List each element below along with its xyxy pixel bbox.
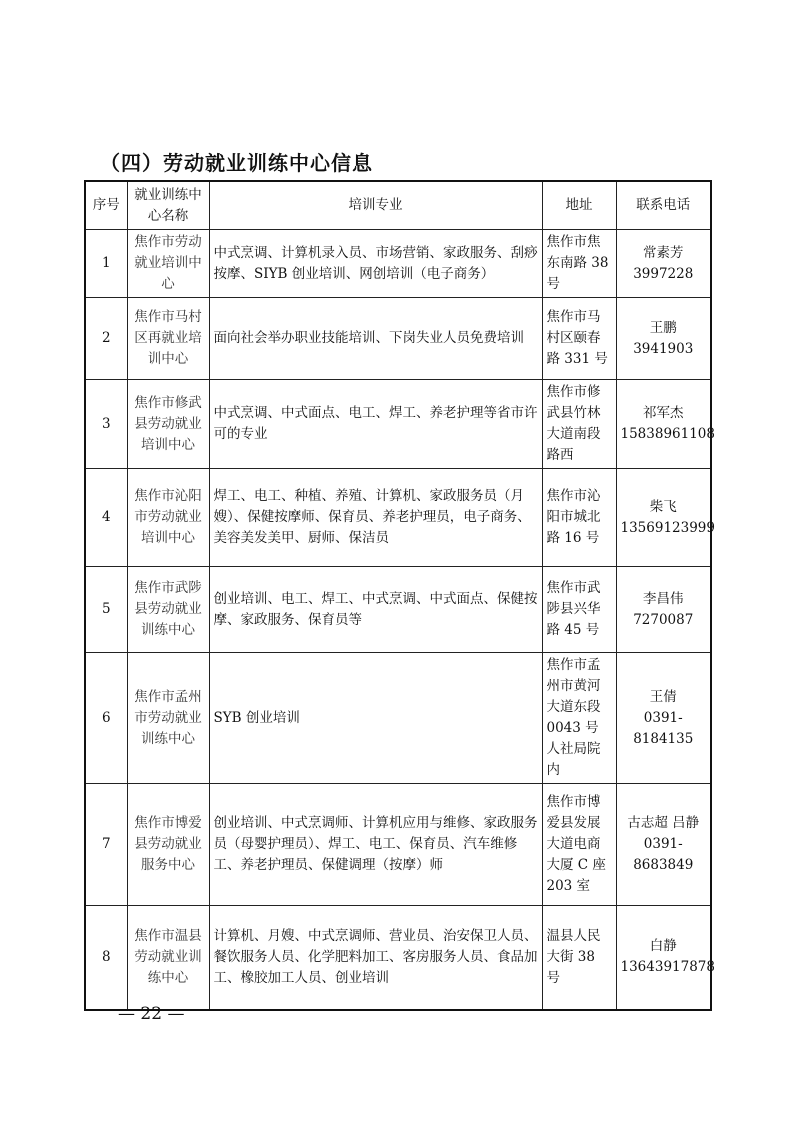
table-row	[85, 298, 711, 380]
center-name: 焦作市沁阳市劳动就业培训中心	[127, 469, 209, 567]
address: 焦作市博爱县发展大道电商大厦 C 座 203 室	[542, 784, 616, 906]
address: 温县人民大街 38 号	[542, 906, 616, 1010]
contact-cell	[616, 906, 715, 1010]
contact-cell	[616, 653, 711, 784]
phone-number: 3997228	[633, 265, 694, 282]
address: 焦作市沁阳市城北路 16 号	[542, 469, 616, 567]
table-row	[85, 567, 711, 653]
contact-cell	[616, 567, 711, 653]
training-center-table	[84, 180, 715, 1011]
phone-number: 13643917878	[620, 959, 715, 976]
training-major: 创业培训、中式烹调师、计算机应用与维修、家政服务员（母婴护理员）、焊工、电工、保育员、汽车维修工、养老护理员、保健调理（按摩）师	[209, 784, 542, 906]
training-major: 创业培训、电工、焊工、中式烹调、中式面点、保健按摩、家政服务、保育员等	[209, 567, 542, 653]
contact-person: 柴飞	[649, 498, 677, 515]
row-number: 1	[85, 230, 127, 298]
training-major: 焊工、电工、种植、养殖、计算机、家政服务员（月嫂）、保健按摩师、保育员、养老护理员，电子商务、美容美发美甲、厨师、保洁员	[209, 469, 542, 567]
contact-person: 李昌伟	[643, 590, 684, 607]
table-row	[85, 784, 711, 906]
center-name: 焦作市武陟县劳动就业训练中心	[127, 567, 209, 653]
address: 焦作市焦东南路 38 号	[542, 230, 616, 298]
table-row	[85, 906, 711, 1010]
header-name: 就业训练中心名称	[127, 181, 209, 230]
contact-person: 白静	[649, 938, 677, 955]
row-number: 6	[85, 653, 127, 784]
center-name: 焦作市修武县劳动就业培训中心	[127, 380, 209, 469]
header-no: 序号	[85, 181, 127, 230]
phone-number: 0391-8184135	[633, 709, 694, 747]
contact-person: 祁军杰	[643, 405, 684, 421]
header-address: 地址	[542, 181, 616, 230]
row-number: 2	[85, 298, 127, 380]
contact-person: 王倩	[649, 688, 677, 705]
phone-number: 0391-8683849	[633, 836, 694, 873]
training-major: 中式烹调、计算机录入员、市场营销、家政服务、刮痧按摩、SIYB 创业培训、网创培训（电子商务）	[209, 230, 542, 298]
table-row	[85, 380, 711, 469]
center-name: 焦作市博爱县劳动就业服务中心	[127, 784, 209, 906]
address: 焦作市马村区颐春路 331 号	[542, 298, 616, 380]
center-name: 焦作市劳动就业培训中心	[127, 230, 209, 298]
phone-number: 7270087	[633, 611, 694, 628]
training-major: 计算机、月嫂、中式烹调师、营业员、治安保卫人员、餐饮服务人员、化学肥料加工、客房服务人员、食品加工、橡胶加工人员、创业培训	[209, 906, 542, 1010]
section-heading: （四）劳动就业训练中心信息	[100, 151, 373, 175]
center-name: 焦作市温县劳动就业训练中心	[127, 906, 209, 1010]
row-number: 8	[85, 906, 127, 1010]
contact-person: 古志超 吕静	[627, 815, 700, 831]
training-major: 中式烹调、中式面点、电工、焊工、养老护理等省市许可的专业	[209, 380, 542, 469]
header-phone: 联系电话	[616, 181, 711, 230]
training-major: SYB 创业培训	[209, 653, 542, 784]
contact-person: 常素芳	[643, 244, 684, 261]
contact-cell	[616, 469, 715, 567]
row-number: 4	[85, 469, 127, 567]
center-name: 焦作市孟州市劳动就业训练中心	[127, 653, 209, 784]
contact-cell	[616, 784, 711, 906]
contact-cell	[616, 298, 711, 380]
center-name: 焦作市马村区再就业培训中心	[127, 298, 209, 380]
contact-cell	[616, 230, 711, 298]
table-header-row	[85, 181, 711, 230]
table-row	[85, 653, 711, 784]
address: 焦作市孟州市黄河大道东段 0043 号人社局院内	[542, 653, 616, 784]
address: 焦作市修武县竹林大道南段路西	[542, 380, 616, 469]
table-row	[85, 230, 711, 298]
contact-person: 王鹏 3941903	[633, 319, 694, 357]
page-number: — 22 —	[118, 1004, 185, 1024]
phone-number: 15838961108	[620, 426, 715, 442]
contact-cell	[616, 380, 715, 469]
phone-number: 13569123999	[620, 519, 715, 536]
table-row	[85, 469, 711, 567]
row-number: 3	[85, 380, 127, 469]
address: 焦作市武陟县兴华路 45 号	[542, 567, 616, 653]
header-major: 培训专业	[209, 181, 542, 230]
row-number: 5	[85, 567, 127, 653]
row-number: 7	[85, 784, 127, 906]
training-major: 面向社会举办职业技能培训、下岗失业人员免费培训	[209, 298, 542, 380]
